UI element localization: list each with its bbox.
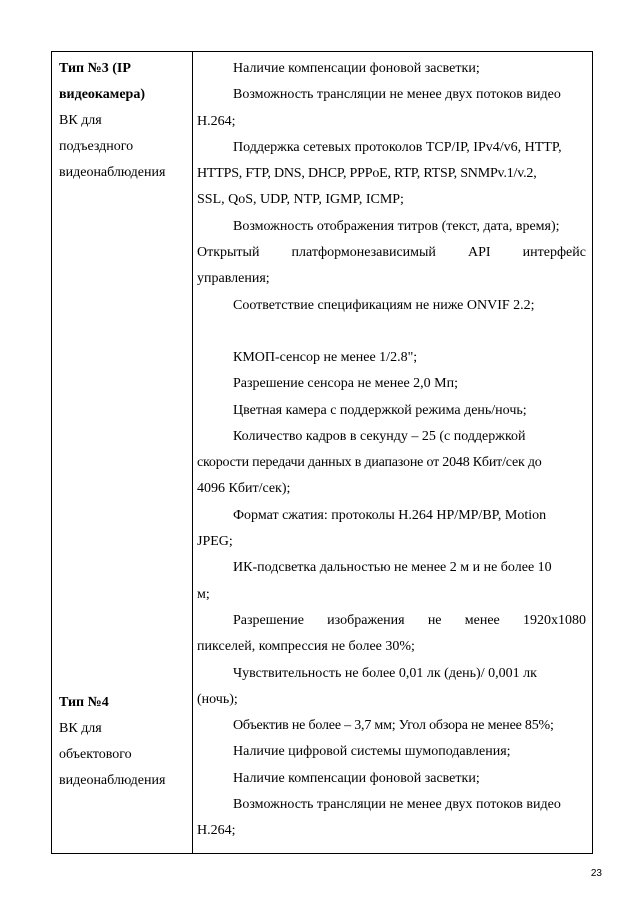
column-divider	[192, 52, 193, 853]
spec-line: ИК-подсветка дальностью не менее 2 м и не более 10	[233, 560, 552, 576]
spec-line: Поддержка сетевых протоколов TCP/IP, IPv4/v6, HTTP,	[233, 139, 562, 155]
spec-line: Открытый платформонезависимый API интерфейс	[197, 245, 586, 261]
spec-line: HTTPS, FTP, DNS, DHCP, PPPoE, RTP, RTSP, SNMPv.1/v.2,	[197, 166, 537, 182]
type3-label-cell	[59, 56, 174, 186]
type3-desc-line2: подъездного	[59, 139, 134, 154]
spec-line: Цветная камера с поддержкой режима день/ночь;	[233, 402, 527, 418]
spec-line: Разрешение сенсора не менее 2,0 Мп;	[233, 376, 458, 392]
spec-line: Объектив не более – 3,7 мм; Угол обзора не менее 85%;	[233, 718, 554, 734]
spec-line: скорости передачи данных в диапазоне от 2048 Кбит/сек до	[197, 455, 542, 471]
spec-line: управления;	[197, 271, 270, 287]
type4-desc-line1: ВК для	[59, 721, 102, 736]
spec-line: Формат сжатия: протоколы H.264 HP/MP/BP, Motion	[233, 507, 547, 523]
spec-line: H.264;	[197, 823, 236, 839]
spec-line: КМОП-сенсор не менее 1/2.8";	[233, 349, 418, 365]
type3-title-line2: видеокамера)	[59, 87, 145, 102]
type4-label-cell	[59, 690, 174, 794]
spec-line: Возможность трансляции не менее двух потоков видео	[233, 87, 561, 103]
spec-line: SSL, QoS, UDP, NTP, IGMP, ICMP;	[197, 192, 404, 208]
spec-line: Количество кадров в секунду – 25 (с поддержкой	[233, 428, 526, 444]
spec-line: H.264;	[197, 113, 236, 129]
spec-line: Возможность отображения титров (текст, дата, время);	[233, 218, 560, 234]
spec-line: Разрешение изображения не менее 1920x1080	[233, 612, 586, 628]
spec-line: пикселей, компрессия не более 30%;	[197, 639, 415, 655]
spec-line: JPEG;	[197, 534, 233, 550]
type3-title-line1: Тип №3 (IP	[59, 61, 131, 76]
type3-desc-line3: видеонаблюдения	[59, 165, 166, 180]
type4-desc-line2: объектового	[59, 747, 132, 762]
type3-desc-line1: ВК для	[59, 113, 102, 128]
spec-line: м;	[197, 586, 210, 602]
spec-line: 4096 Кбит/сек);	[197, 481, 291, 497]
spec-line: Соответствие спецификациям не ниже ONVIF 2.2;	[233, 297, 535, 313]
spec-line: (ночь);	[197, 691, 238, 707]
spec-line: Возможность трансляции не менее двух потоков видео	[233, 797, 561, 813]
spec-line: Наличие компенсации фоновой засветки;	[233, 61, 480, 76]
type4-desc-line3: видеонаблюдения	[59, 773, 166, 788]
spec-line: Чувствительность не более 0,01 лк (день)/ 0,001 лк	[233, 665, 537, 681]
spec-text-cell	[197, 56, 586, 845]
blank-line	[197, 319, 586, 345]
spec-table	[51, 51, 593, 854]
spec-line: Наличие компенсации фоновой засветки;	[233, 770, 480, 786]
type4-title: Тип №4	[59, 695, 109, 710]
spec-line: Наличие цифровой системы шумоподавления;	[233, 744, 511, 760]
page-number: 23	[590, 868, 602, 879]
